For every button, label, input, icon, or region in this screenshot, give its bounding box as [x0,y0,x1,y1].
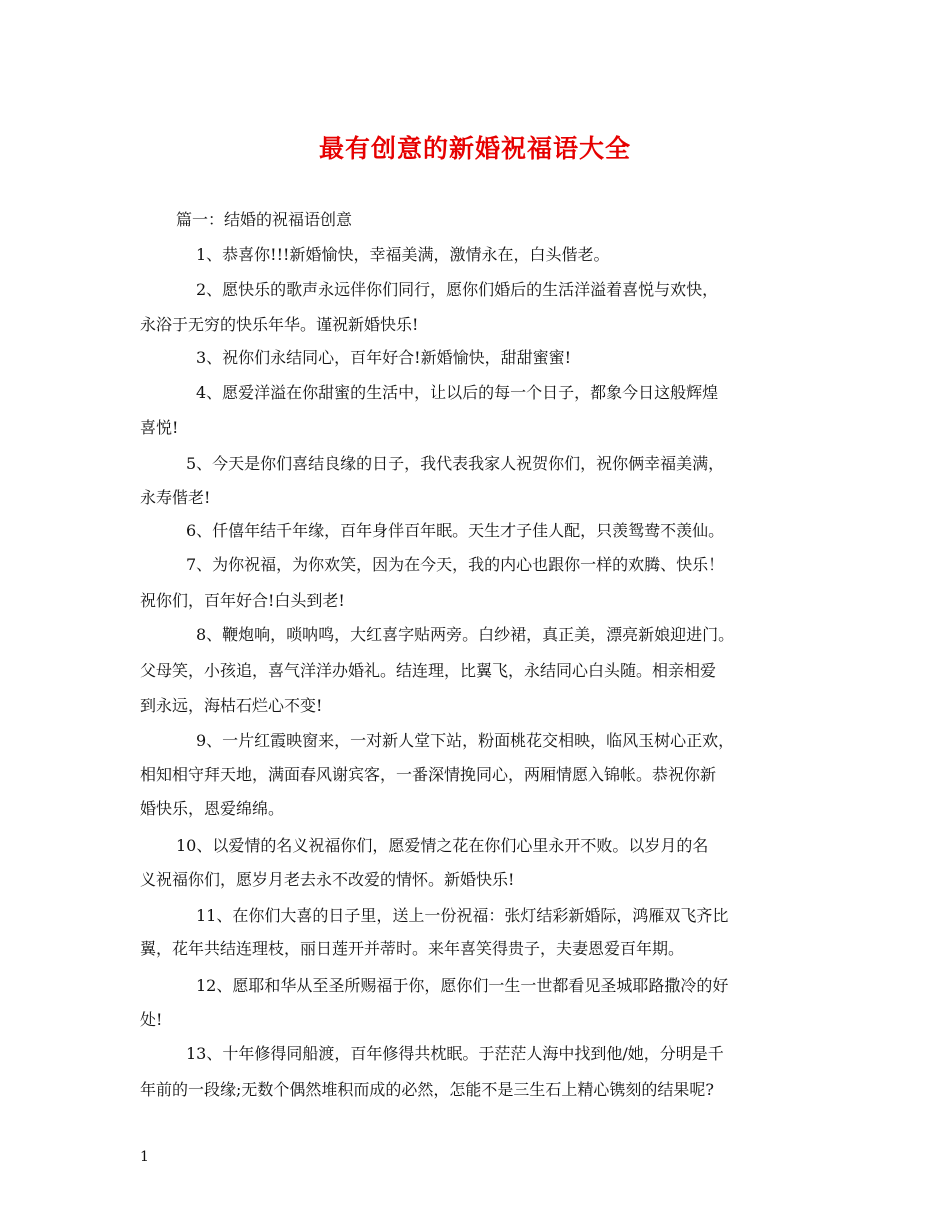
text-line: 处! [140,1010,163,1029]
text-line: 义祝福你们，愿岁月老去永不改爱的情怀。新婚快乐! [140,870,515,889]
page-number: 1 [140,1149,149,1165]
text-line: 9、一片红霞映窗来，一对新人堂下站，粉面桃花交相映，临风玉树心正欢， [196,731,735,750]
text-line: 年前的一段缘;无数个偶然堆积而成的必然，怎能不是三生石上精心镌刻的结果呢? [140,1080,714,1099]
text-line: 2、愿快乐的歌声永远伴你们同行，愿你们婚后的生活洋溢着喜悦与欢快， [196,280,719,299]
text-line: 永浴于无穷的快乐年华。谨祝新婚快乐! [140,315,419,334]
text-line: 11、在你们大喜的日子里，送上一份祝福：张灯结彩新婚际，鸿雁双飞齐比 [196,906,729,925]
text-line: 相知相守拜天地，满面春风谢宾客，一番深情挽同心，两厢情愿入锦帐。恭祝你新 [140,765,717,784]
text-line: 3、祝你们永结同心，百年好合!新婚愉快，甜甜蜜蜜! [196,348,572,367]
text-line: 祝你们，百年好合!白头到老! [140,591,345,610]
text-line: 4、愿爱洋溢在你甜蜜的生活中，让以后的每一个日子，都象今日这般辉煌 [196,383,719,402]
text-line: 到永远，海枯石烂心不变! [140,696,323,715]
section-heading: 篇一：结婚的祝福语创意 [176,210,353,229]
text-line: 永寿偕老! [140,488,211,507]
text-line: 5、今天是你们喜结良缘的日子，我代表我家人祝贺你们，祝你俩幸福美满， [186,454,725,473]
text-line: 喜悦! [140,418,179,437]
text-line: 婚快乐，恩爱绵绵。 [140,799,285,818]
text-line: 8、鞭炮响，唢呐鸣，大红喜字贴两旁。白纱裙，真正美，漂亮新娘迎进门。 [196,625,735,644]
document-title: 最有创意的新婚祝福语大全 [318,134,631,163]
text-line: 6、仟僖年结千年缘，百年身伴百年眠。天生才子佳人配，只羡鸳鸯不羡仙。 [186,521,725,540]
text-line: 12、愿耶和华从至圣所赐福于你，愿你们一生一世都看见圣城耶路撒冷的好 [196,976,729,995]
text-line: 父母笑，小孩追，喜气洋洋办婚礼。结连理，比翼飞，永结同心白头随。相亲相爱 [140,661,717,680]
text-line: 翼，花年共结连理枝，丽日莲开并蒂时。来年喜笑得贵子，夫妻恩爱百年期。 [140,939,685,958]
text-line: 7、为你祝福，为你欢笑，因为在今天，我的内心也跟你一样的欢腾、快乐！ [186,555,725,574]
text-line: 13、十年修得同船渡，百年修得共枕眠。于茫茫人海中找到他/她，分明是千 [186,1044,724,1063]
text-line: 1、恭喜你!!!新婚愉快，幸福美满，激情永在，白头偕老。 [196,245,610,264]
text-line: 10、以爱情的名义祝福你们，愿爱情之花在你们心里永开不败。以岁月的名 [176,836,709,855]
